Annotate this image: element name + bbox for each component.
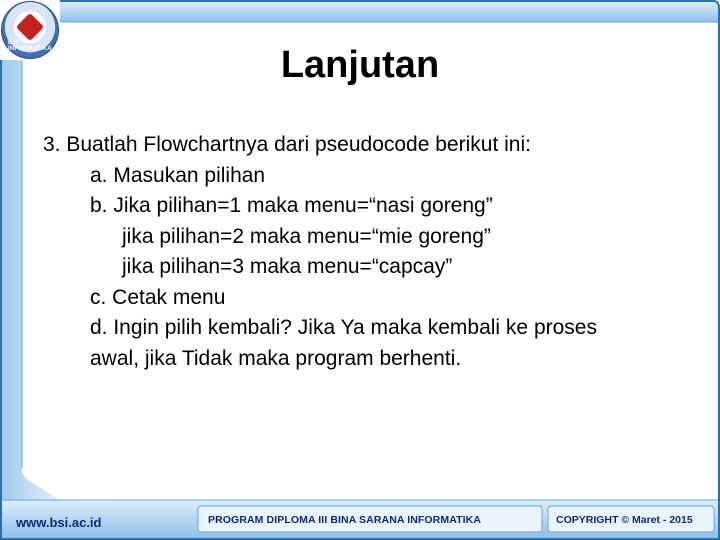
step-b: b. Jika pilihan=1 maka menu=“nasi goreng”: [90, 194, 493, 217]
footer-program: PROGRAM DIPLOMA III BINA SARANA INFORMATIKA: [208, 514, 482, 526]
step-d-cont: awal, jika Tidak maka program berhenti.: [90, 346, 462, 370]
question-line: 3. Buatlah Flowchartnya dari pseudocode berikut ini:: [43, 133, 531, 156]
step-b-cont-2: jika pilihan=3 maka menu=“capcay”: [122, 255, 453, 278]
slide-body: [43, 130, 683, 374]
step-c: c. Cetak menu: [90, 285, 226, 309]
logo-text: BSI INFORMATIKA: [8, 40, 52, 52]
footer-url: www.bsi.ac.id: [16, 515, 102, 530]
footer-copyright: COPYRIGHT © Maret - 2015: [556, 514, 693, 526]
step-d: d. Ingin pilih kembali? Jika Ya maka kembali ke proses: [90, 316, 597, 339]
slide-title: Lanjutan: [280, 44, 440, 86]
step-a: a. Masukan pilihan: [90, 163, 266, 187]
logo-emblem: [16, 13, 44, 41]
step-b-cont-1: jika pilihan=2 maka menu=“mie goreng”: [122, 224, 491, 248]
